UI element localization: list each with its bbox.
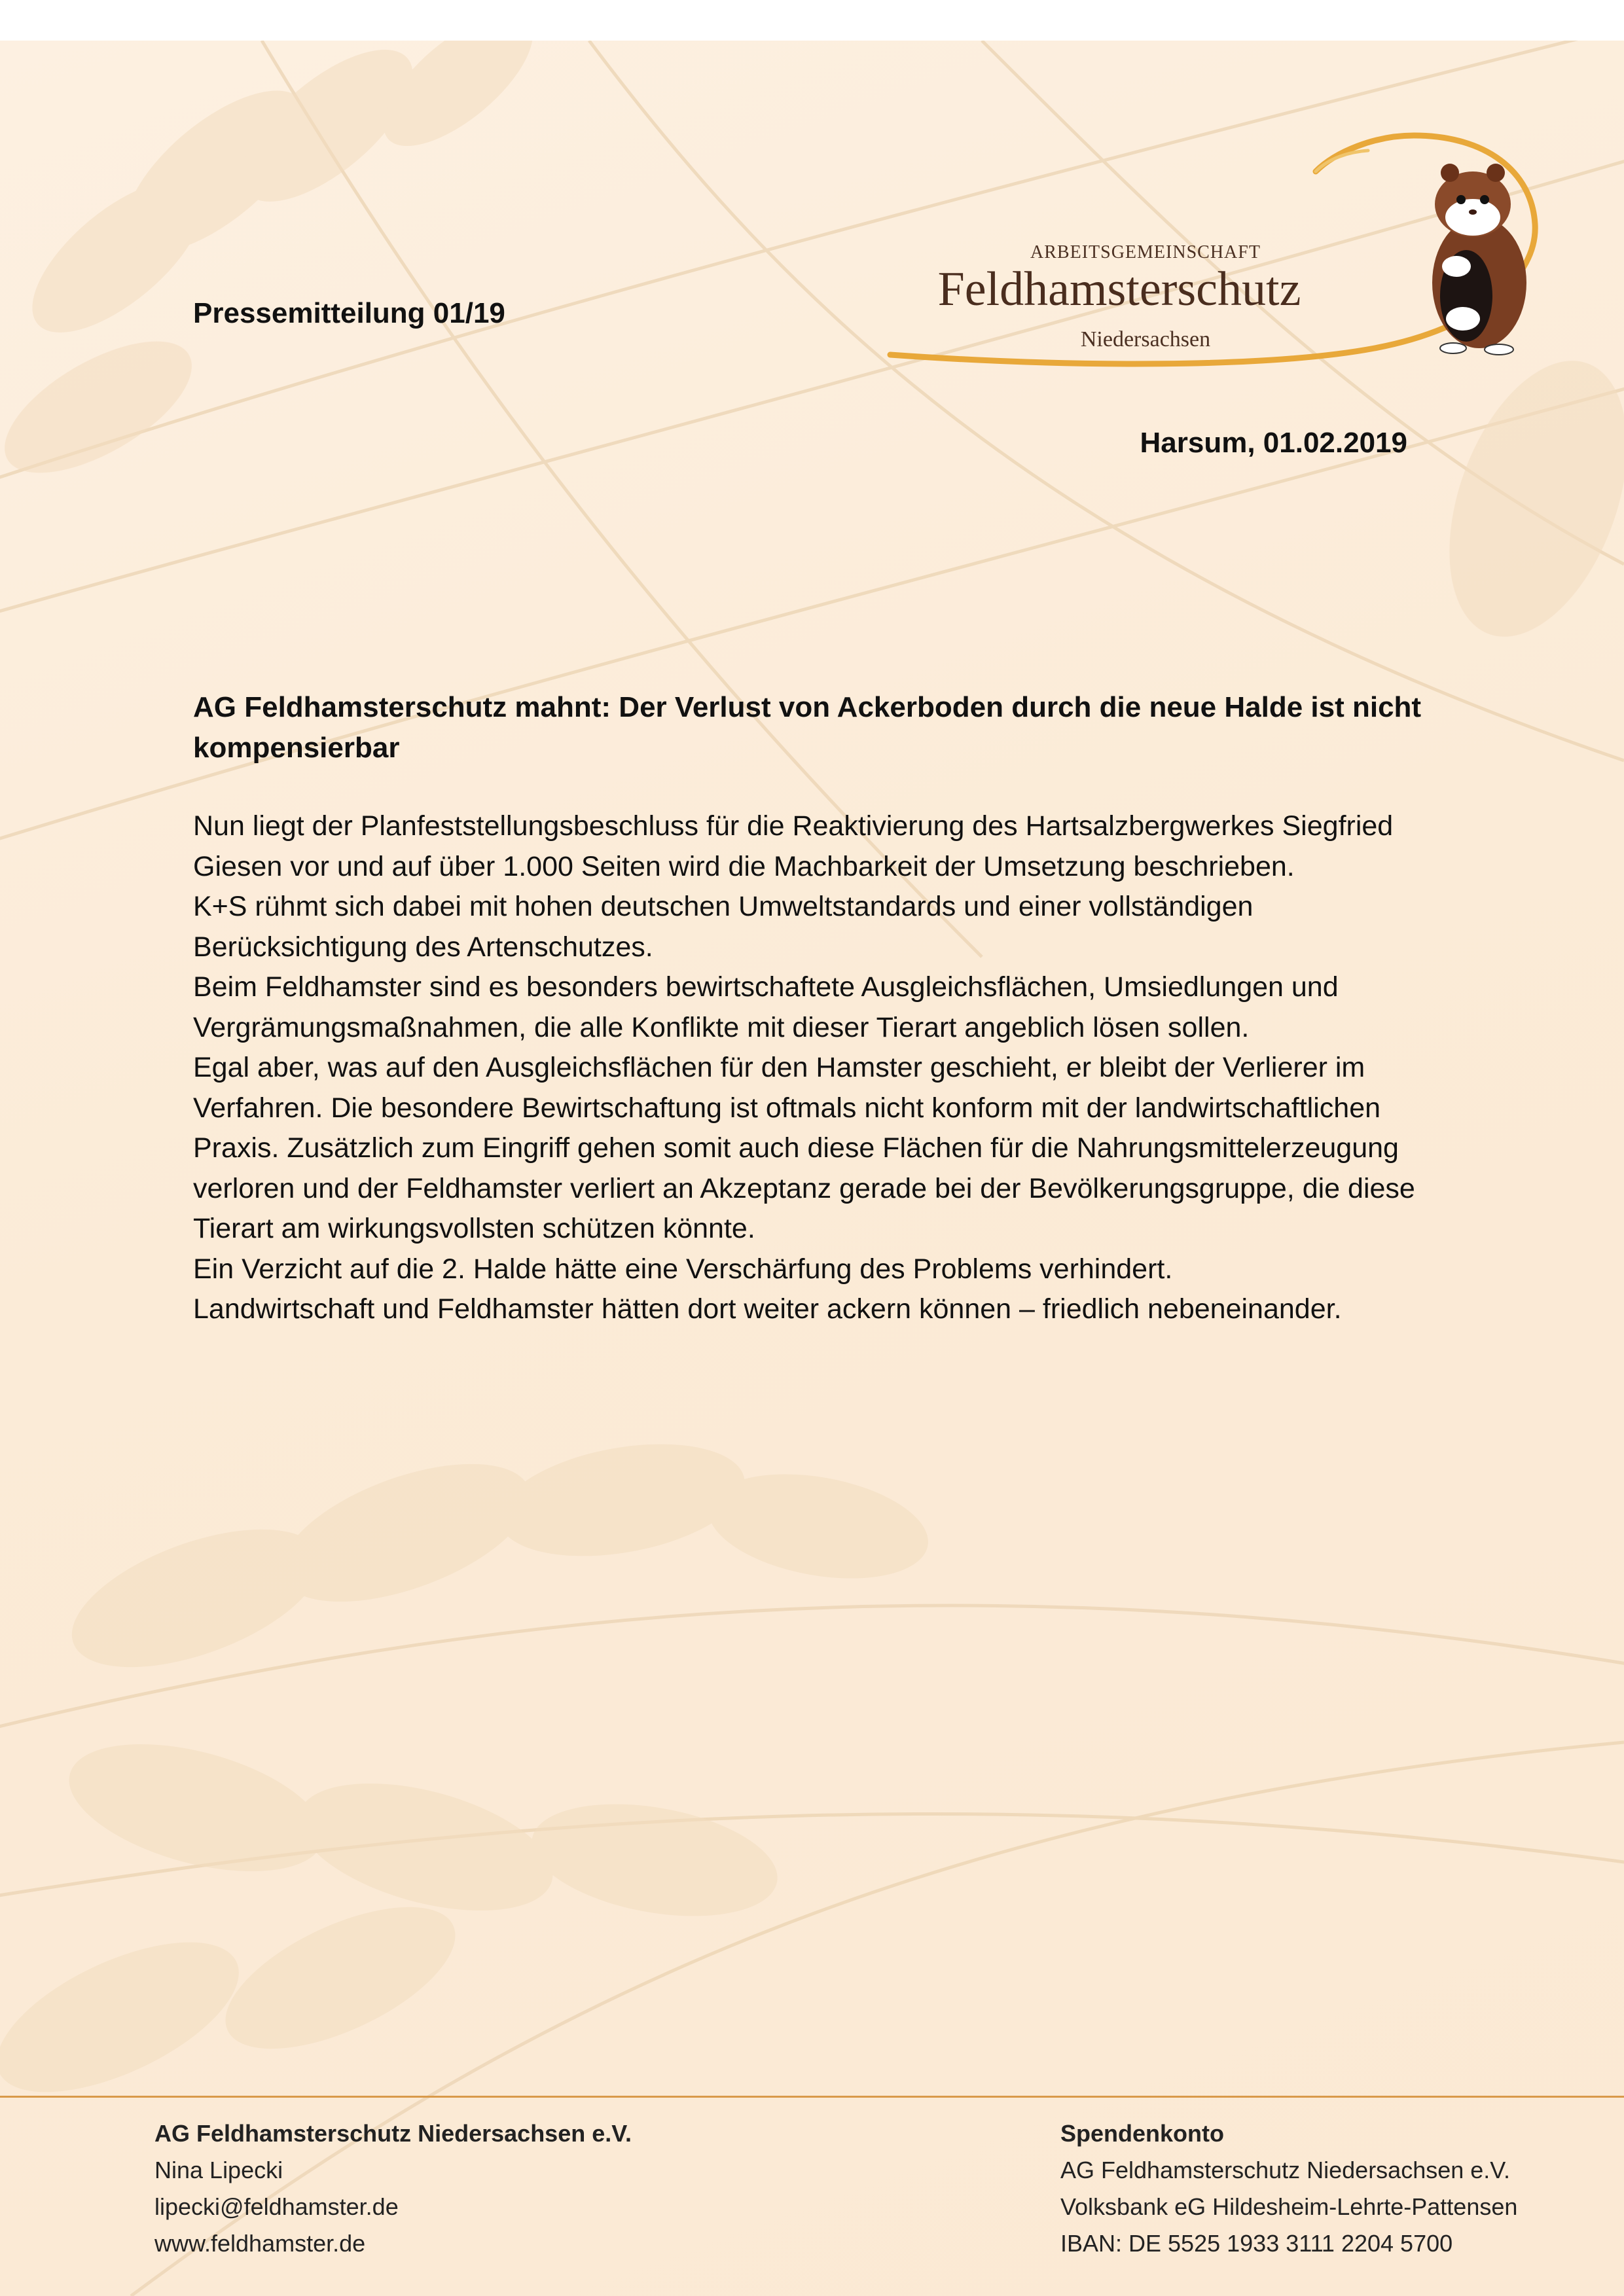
press-release-number: Pressemitteilung 01/19: [193, 297, 505, 329]
article-headline: AG Feldhamsterschutz mahnt: Der Verlust von Ackerboden durch die neue Halde ist nicht kompensierbar: [193, 691, 1422, 764]
footer-org-name: AG Feldhamsterschutz Niedersachsen e.V.: [154, 2120, 632, 2147]
bank-name: Volksbank eG Hildesheim-Lehrte-Pattensen: [1060, 2193, 1518, 2220]
account-holder: AG Feldhamsterschutz Niedersachsen e.V.: [1060, 2157, 1511, 2183]
donation-title: Spendenkonto: [1060, 2120, 1224, 2147]
article-body: [193, 806, 1437, 1330]
place-date: Harsum, 01.02.2019: [1140, 427, 1407, 459]
paragraph: Ein Verzicht auf die 2. Halde hätte eine Verschärfung des Problems verhindert.: [193, 1253, 1173, 1285]
organization-logo: [877, 132, 1558, 381]
logo-subtitle: ARBEITSGEMEINSCHAFT: [1030, 242, 1261, 262]
letterhead-page: [0, 41, 1624, 2296]
contact-email-link[interactable]: lipecki@feldhamster.de: [154, 2193, 399, 2220]
paragraph: Egal aber, was auf den Ausgleichsflächen für den Hamster geschieht, er bleibt der Verlierer im Verfahren. Die besondere Bewirtschaftung ist oftmals nicht konform mit der landwirtschaftlichen Praxis. Zusätzlich zum Eingriff gehen somit auch diese Flächen für die Nahrungsmittelerzeugung verloren und der Feldhamster verliert an Akzeptanz gerade bei der Bevölkerungsgruppe, die diese Tierart am wirkungsvollsten schützen könnte.: [193, 1052, 1415, 1244]
paragraph: K+S rühmt sich dabei mit hohen deutschen Umweltstandards und einer vollständigen Berücksichtigung des Artenschutzes.: [193, 891, 1254, 963]
website-link[interactable]: www.feldhamster.de: [154, 2230, 366, 2257]
iban: IBAN: DE 5525 1933 3111 2204 5700: [1060, 2230, 1453, 2257]
footer-donation-account: [1060, 2115, 1617, 2262]
paragraph: Beim Feldhamster sind es besonders bewirtschaftete Ausgleichsflächen, Umsiedlungen und Vergrämungsmaßnahmen, die alle Konflikte mit dieser Tierart angeblich lösen sollen.: [193, 971, 1339, 1043]
logo-title: Feldhamsterschutz: [937, 262, 1301, 316]
logo-region: Niedersachsen: [1080, 327, 1211, 351]
contact-name: Nina Lipecki: [154, 2157, 283, 2183]
footer-contact: [154, 2115, 809, 2262]
footer-divider: [0, 2096, 1624, 2098]
paragraph: Nun liegt der Planfeststellungsbeschluss für die Reaktivierung des Hartsalzbergwerkes Siegfried Giesen vor und auf über 1.000 Seiten wird die Machbarkeit der Umsetzung beschrieben.: [193, 810, 1394, 882]
paragraph: Landwirtschaft und Feldhamster hätten dort weiter ackern können – friedlich nebeneinander.: [193, 1293, 1342, 1325]
